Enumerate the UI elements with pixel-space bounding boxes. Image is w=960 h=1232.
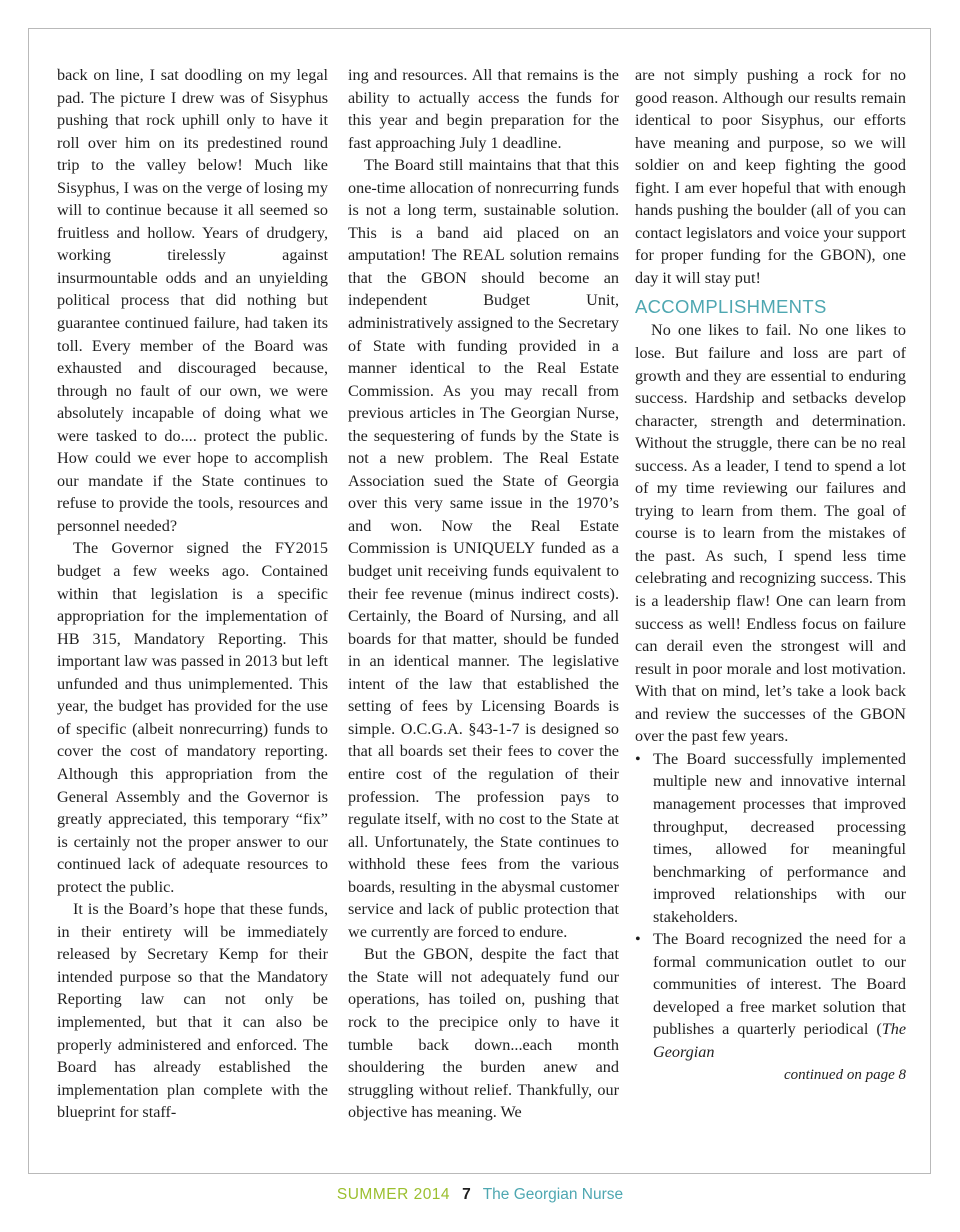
issue-season: SUMMER 2014 (336, 1186, 451, 1203)
page-footer (0, 1186, 960, 1204)
paragraph: The Governor signed the FY2015 budget a few weeks ago. Contained within that legislation is a specific appropriation for the implementation of HB 315, Mandatory Reporting. This important law was passed in 2013 but left unfunded and thus unimplemented. This year, the budget has provided for the use of specific (albeit nonrecurring) funds to cover the cost of mandatory reporting. Although this appropriation from the General Assembly and the Governor is greatly appreciated, this temporary “fix” is certainly not the proper answer to our continued lack of adequate resources to protect the public. (57, 539, 328, 896)
paragraph: The Board still maintains that that this one-time allocation of nonrecurring funds is not a long term, sustainable solution. This is a band aid placed on an amputation! The REAL solution remains that the GBON should become an independent Budget Unit, administratively assigned to the Secretary of State with funding provided in a manner identical to the Real Estate Commission. As you may recall from previous articles in The Georgian Nurse, the sequestering of funds by the State is not a new problem. The Real Estate Association sued the State of Georgia over this very same issue in the 1970’s and won. Now the Real Estate Commission is UNIQUELY funded as a budget unit receiving funds equivalent to their fee revenue (minus indirect costs). Certainly, the Board of Nursing, and all boards for that matter, should be funded in an identical manner. The legislative intent of the law that established the setting of fees by Licensing Boards is simple. O.C.G.A. §43-1-7 is designed so that all boards set their fees to cover the entire cost of the regulation of their profession. The profession pays to regulate itself, with no cost to the State at all. Unfortunately, the State continues to withhold these fees from the various boards, resulting in the abysmal customer service and lack of public protection that we currently are forced to endure. (348, 156, 619, 941)
list-item (635, 748, 906, 928)
list-item-text: The Board successfully implemented multiple new and innovative internal management processes that improved throughput, decreased processing times, allowed for meaningful benchmarking of performance and improved relationships with our stakeholders. (653, 749, 906, 926)
page-number: 7 (462, 1186, 471, 1203)
bullet-icon: • (635, 749, 641, 768)
continued-note: continued on page 8 (783, 1066, 906, 1083)
article-column-2 (348, 64, 619, 1124)
list-item-text: The Board recognized the need for a formal communication outlet to our communities of interest. The Board developed a free market solution that publishes a quarterly periodical ( (653, 930, 906, 1039)
paragraph: are not simply pushing a rock for no good reason. Although our results remain identical to poor Sisyphus, our efforts have meaning and purpose, so we will soldier on and keep fighting the good fight. I am ever hopeful that with enough hands pushing the boulder (all of you can contact legislators and voice your support for proper funding for the GBON), one day it will stay put! (635, 66, 906, 287)
section-heading: ACCOMPLISHMENTS (635, 296, 827, 318)
paragraph: No one likes to fail. No one likes to lose. But failure and loss are part of growth and they are essential to enduring success. Hardship and setbacks develop character, strength and determination. Without the struggle, there can be no real success. As a leader, I tend to spend a lot of my time reviewing our failures and trying to learn from them. The goal of course is to learn from the mistakes of the past. As such, I spend less time celebrating and recognizing success. This is a leadership flaw! One can learn from success as well! Endless focus on failure can derail even the strongest will and result in poor morale and lost motivation. With that on mind, let’s take a look back and review the successes of the GBON over the past few years. (635, 321, 906, 746)
publication-name: The Georgian Nurse (482, 1186, 624, 1203)
bullet-icon: • (635, 930, 641, 949)
paragraph: It is the Board’s hope that these funds, in their entirety will be immediately released by Secretary Kemp for their intended purpose so that the Mandatory Reporting law can not only be implemented, but that it can also be properly administered and enforced. The Board has already established the implementation plan complete with the blueprint for staff- (57, 900, 328, 1122)
paragraph: ing and resources. All that remains is the ability to actually access the funds for this year and begin preparation for the fast approaching July 1 deadline. (348, 66, 619, 152)
paragraph: back on line, I sat doodling on my legal pad. The picture I drew was of Sisyphus pushing that rock uphill only to have it roll over him on its predestined round trip to the valley below! Much like Sisyphus, I was on the verge of losing my will to continue because it all seemed so fruitless and hollow. Years of drudgery, working tirelessly against insurmountable odds and an unyielding political process that did nothing but guarantee continued failure, had taken its toll. Every member of the Board was exhausted and discouraged because, through no fault of our own, we were absolutely incapable of doing what we were tasked to do.... protect the public. How could we ever hope to accomplish our mandate if the State continues to refuse to provide the tools, resources and personnel needed? (57, 66, 328, 535)
list-item (635, 928, 906, 1063)
article-column-3 (635, 64, 906, 1086)
publication-title-italic: The Georgian (653, 1020, 906, 1061)
paragraph: But the GBON, despite the fact that the State will not adequately fund our operations, has toiled on, pushing that rock to the precipice only to have it tumble back down...each month shouldering the burden anew and struggling without relief. Thankfully, our objective has meaning. We (348, 945, 619, 1122)
article-column-1 (57, 64, 328, 1124)
accomplishments-list (635, 748, 906, 1064)
